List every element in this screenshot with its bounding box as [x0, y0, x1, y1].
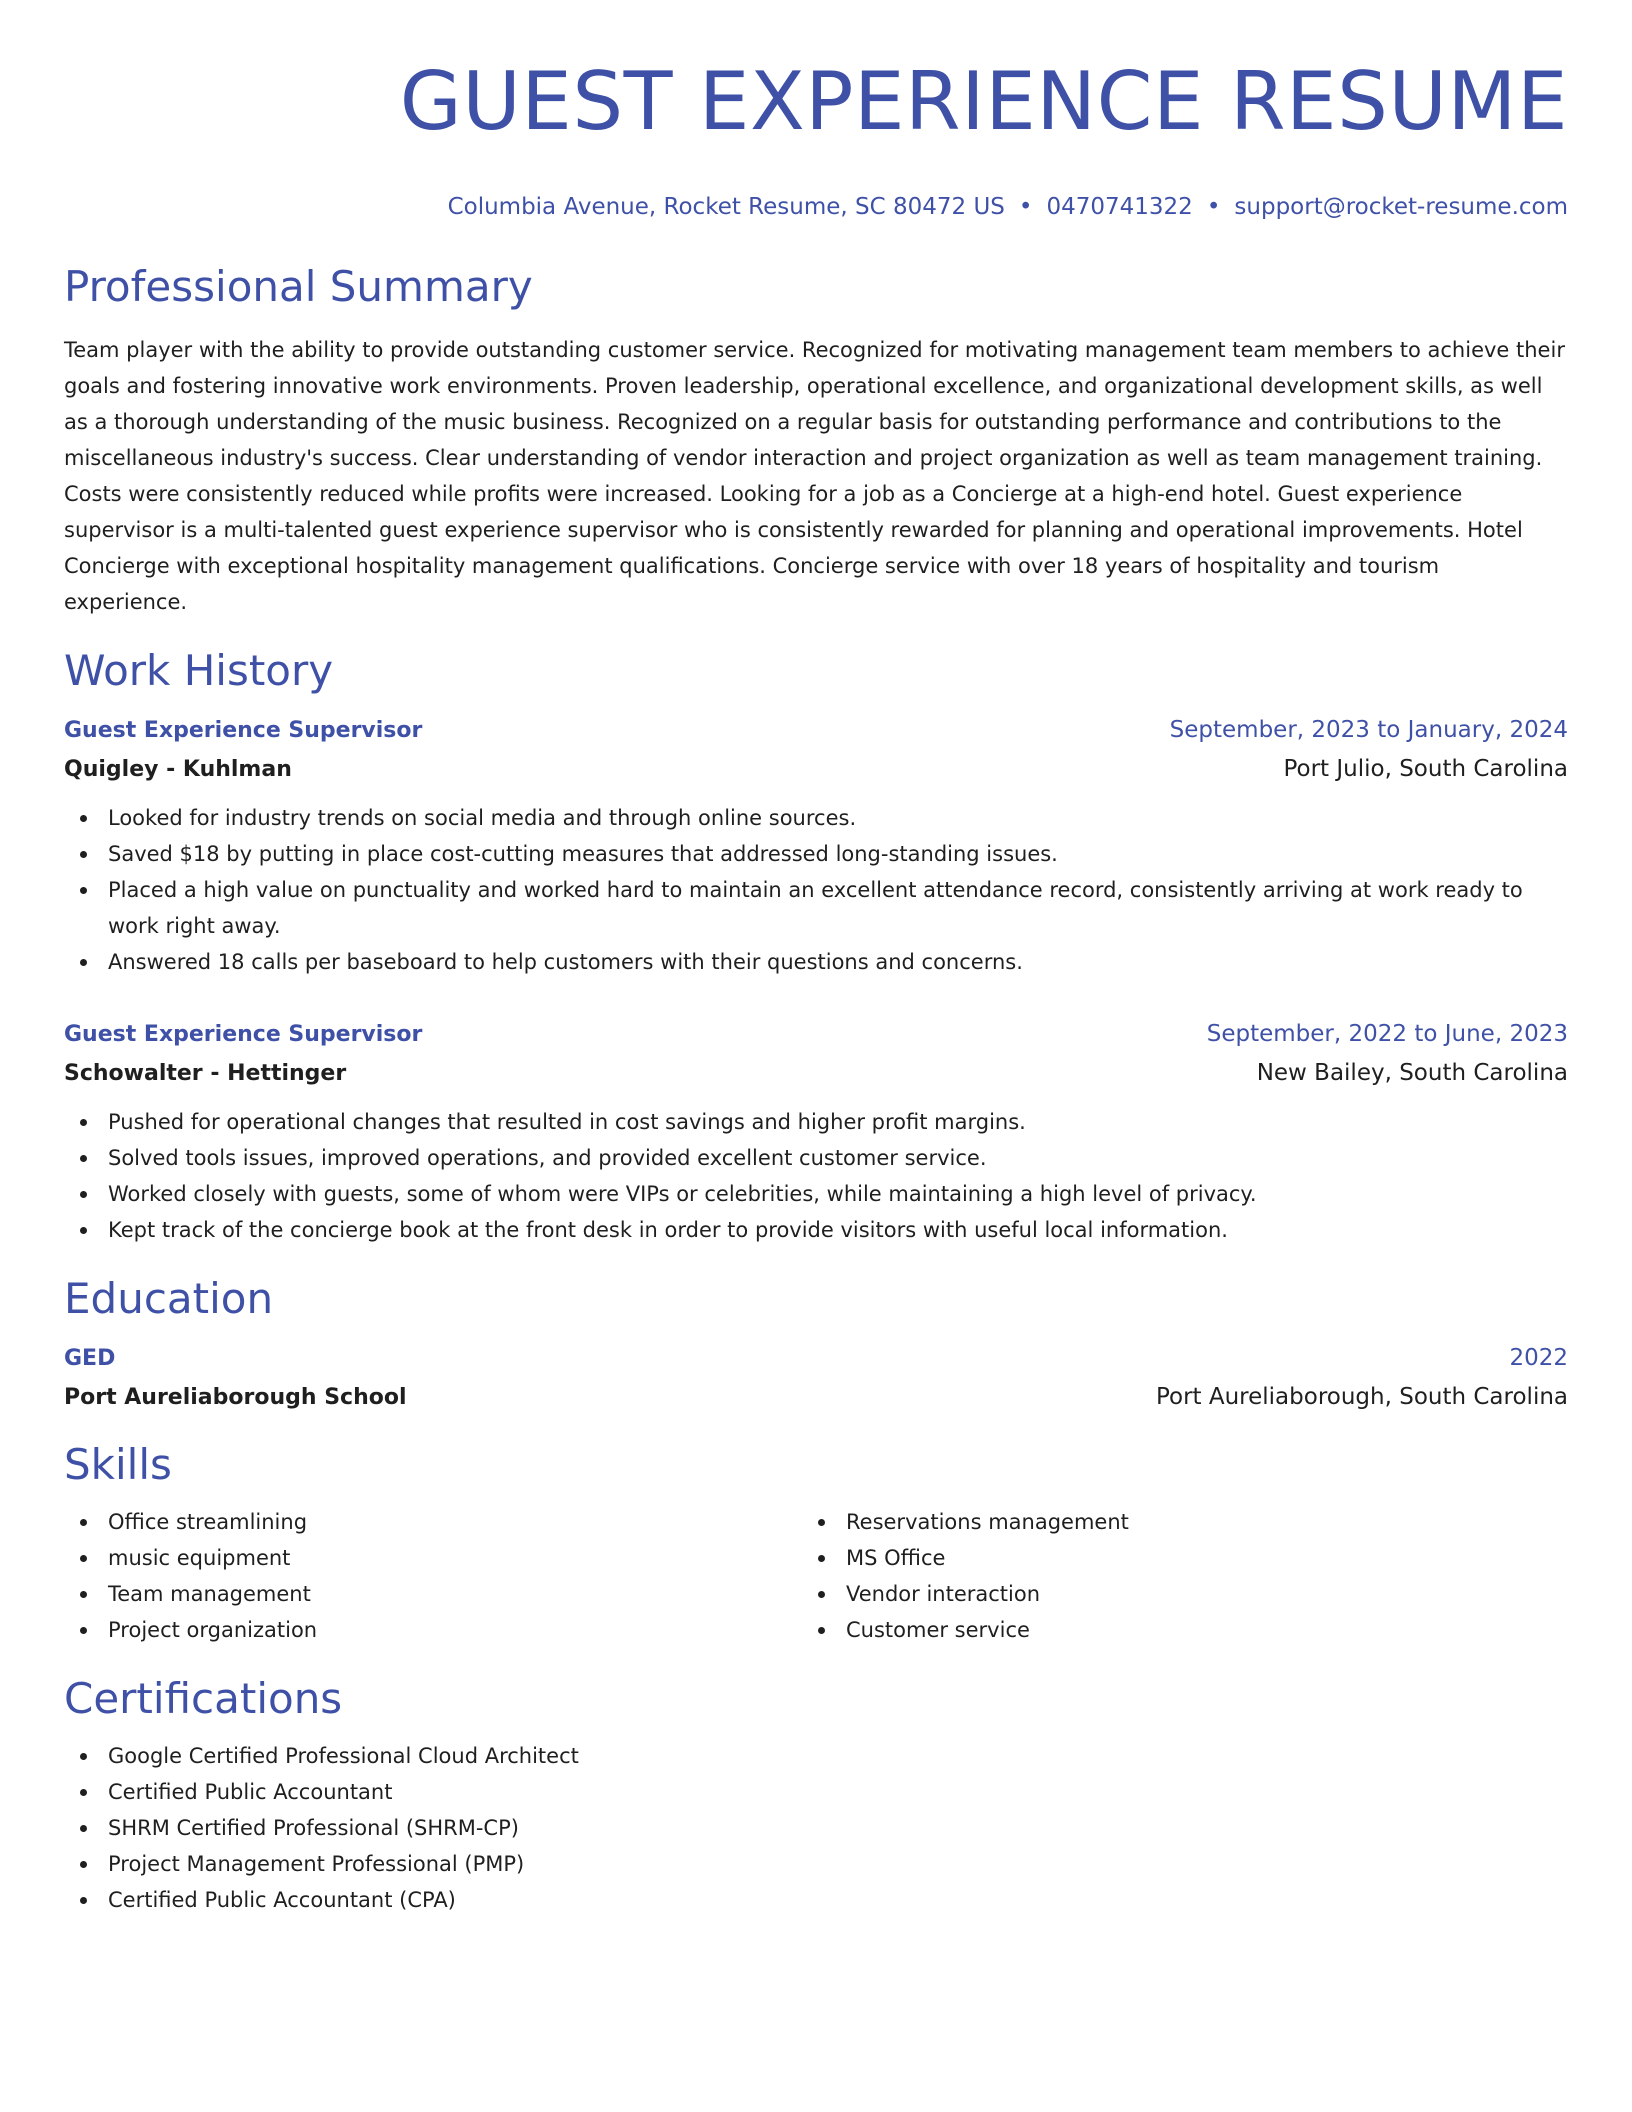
- certifications-list: [64, 1738, 1568, 1918]
- education-degree: GED: [64, 1346, 116, 1371]
- education-entry: [64, 1342, 1568, 1414]
- skill-item: music equipment: [64, 1540, 802, 1576]
- job-bullet: Kept track of the concierge book at the front desk in order to provide visitors with useful local information.: [64, 1212, 1568, 1248]
- job-title: Guest Experience Supervisor: [64, 1022, 423, 1047]
- job-location: New Bailey, South Carolina: [1256, 1060, 1568, 1086]
- certification-item: Google Certified Professional Cloud Architect: [64, 1738, 1568, 1774]
- job-bullets: [64, 1104, 1568, 1248]
- job-company-row: [64, 747, 1568, 786]
- education-school: Port Aureliaborough School: [64, 1385, 407, 1410]
- contact-phone: 0470741322: [1046, 194, 1193, 220]
- skill-item: MS Office: [802, 1540, 1540, 1576]
- summary-text: Team player with the ability to provide outstanding customer service. Recognized for motivating management team members to achieve their goals and fostering innovative work environments. Proven leadership, operational excellence, and organizational development skills, as well as a thorough understanding of the music business. Recognized on a regular basis for outstanding performance and contributions to the miscellaneous industry's success. Clear understanding of vendor interaction and project organization as well as team management training. Costs were consistently reduced while profits were increased. Looking for a job as a Concierge at a high-end hotel. Guest experience supervisor is a multi-talented guest experience supervisor who is consistently rewarded for planning and operational improvements. Hotel Concierge with exceptional hospitality management qualifications. Concierge service with over 18 years of hospitality and tourism experience.: [64, 338, 1565, 614]
- education-year: 2022: [1509, 1345, 1568, 1371]
- certification-item: Certified Public Accountant: [64, 1774, 1568, 1810]
- skills-column-left: [64, 1504, 802, 1648]
- contact-line: [64, 192, 1568, 222]
- job-company: Schowalter - Hettinger: [64, 1061, 347, 1086]
- certification-item: SHRM Certified Professional (SHRM-CP): [64, 1810, 1568, 1846]
- skill-item: Reservations management: [802, 1504, 1540, 1540]
- skills-heading: Skills: [64, 1440, 172, 1489]
- job-bullets: [64, 800, 1568, 980]
- job-bullet: Saved $18 by putting in place cost-cutting measures that addressed long-standing issues.: [64, 836, 1568, 872]
- education-degree-row: [64, 1342, 1568, 1375]
- work-history-heading: Work History: [64, 646, 334, 695]
- job-location: Port Julio, South Carolina: [1283, 756, 1568, 782]
- education-school-row: [64, 1375, 1568, 1414]
- skills-grid: [64, 1504, 1568, 1648]
- job-bullet: Pushed for operational changes that resulted in cost savings and higher profit margins.: [64, 1104, 1568, 1140]
- job-entry: [64, 714, 1568, 980]
- contact-email[interactable]: support@rocket-resume.com: [1234, 194, 1568, 220]
- summary-heading: Professional Summary: [64, 262, 533, 311]
- job-title: Guest Experience Supervisor: [64, 718, 423, 743]
- skills-list: [64, 1504, 802, 1648]
- job-dates: September, 2022 to June, 2023: [1206, 1021, 1568, 1047]
- job-company: Quigley - Kuhlman: [64, 757, 292, 782]
- job-entry: [64, 1018, 1568, 1248]
- job-bullet: Solved tools issues, improved operations, and provided excellent customer service.: [64, 1140, 1568, 1176]
- contact-separator: •: [1018, 194, 1033, 220]
- job-bullet: Answered 18 calls per baseboard to help customers with their questions and concerns.: [64, 944, 1568, 980]
- certification-item: Certified Public Accountant (CPA): [64, 1882, 1568, 1918]
- skills-column-right: [802, 1504, 1540, 1648]
- skill-item: Vendor interaction: [802, 1576, 1540, 1612]
- skill-item: Team management: [64, 1576, 802, 1612]
- skill-item: Project organization: [64, 1612, 802, 1648]
- contact-separator: •: [1206, 194, 1221, 220]
- education-location: Port Aureliaborough, South Carolina: [1155, 1384, 1568, 1410]
- job-bullet: Placed a high value on punctuality and worked hard to maintain an excellent attendance record, consistently arriving at work ready to work right away.: [64, 872, 1568, 944]
- resume-title: GUEST EXPERIENCE RESUME: [399, 55, 1568, 148]
- job-dates: September, 2023 to January, 2024: [1169, 717, 1568, 743]
- contact-address: Columbia Avenue, Rocket Resume, SC 80472 US: [447, 194, 1005, 220]
- job-bullet: Looked for industry trends on social media and through online sources.: [64, 800, 1568, 836]
- job-title-row: [64, 1018, 1568, 1051]
- job-title-row: [64, 714, 1568, 747]
- education-heading: Education: [64, 1274, 274, 1323]
- job-company-row: [64, 1051, 1568, 1090]
- skill-item: Office streamlining: [64, 1504, 802, 1540]
- skills-list: [802, 1504, 1540, 1648]
- certification-item: Project Management Professional (PMP): [64, 1846, 1568, 1882]
- certifications-heading: Certifications: [64, 1674, 343, 1723]
- skill-item: Customer service: [802, 1612, 1540, 1648]
- job-bullet: Worked closely with guests, some of whom were VIPs or celebrities, while maintaining a high level of privacy.: [64, 1176, 1568, 1212]
